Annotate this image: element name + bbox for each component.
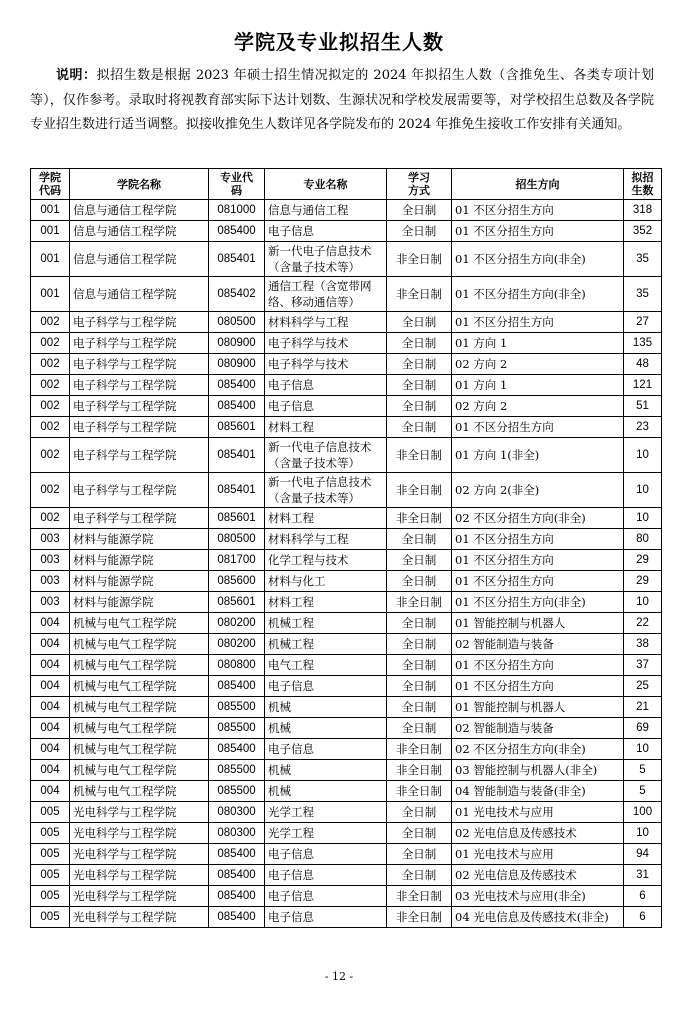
cell-college-name: 机械与电气工程学院 [70,676,209,697]
cell-major-name: 电子信息 [265,844,387,865]
table-row [31,760,662,781]
cell-major-code: 085400 [209,739,265,760]
cell-major-code: 085400 [209,676,265,697]
cell-direction: 01 不区分招生方向 [452,312,624,333]
cell-direction: 03 光电技术与应用(非全) [452,886,624,907]
table-row [31,242,662,277]
cell-college-code: 005 [31,886,70,907]
cell-direction: 02 光电信息及传感技术 [452,865,624,886]
cell-college-code: 003 [31,529,70,550]
cell-count: 5 [624,760,662,781]
cell-college-name: 电子科学与工程学院 [70,396,209,417]
header-college-name: 学院名称 [70,169,209,200]
cell-college-code: 003 [31,592,70,613]
cell-count: 6 [624,886,662,907]
cell-college-code: 004 [31,760,70,781]
cell-college-name: 电子科学与工程学院 [70,473,209,508]
cell-college-name: 电子科学与工程学院 [70,333,209,354]
cell-college-name: 机械与电气工程学院 [70,781,209,802]
cell-direction: 01 不区分招生方向(非全) [452,592,624,613]
cell-college-name: 信息与通信工程学院 [70,277,209,312]
cell-direction: 01 方向 1 [452,375,624,396]
note-label: 说明： [56,68,97,83]
cell-direction: 01 不区分招生方向(非全) [452,242,624,277]
cell-major-code: 085400 [209,865,265,886]
cell-major-name: 材料工程 [265,592,387,613]
table-row [31,823,662,844]
cell-study-mode: 非全日制 [387,592,452,613]
cell-count: 10 [624,473,662,508]
cell-major-name: 机械 [265,781,387,802]
cell-major-code: 085400 [209,375,265,396]
cell-college-name: 光电科学与工程学院 [70,865,209,886]
cell-study-mode: 全日制 [387,844,452,865]
cell-college-code: 004 [31,655,70,676]
cell-direction: 04 智能制造与装备(非全) [452,781,624,802]
table-row [31,221,662,242]
cell-major-code: 080500 [209,312,265,333]
cell-college-code: 002 [31,396,70,417]
cell-college-name: 电子科学与工程学院 [70,354,209,375]
cell-college-code: 004 [31,718,70,739]
cell-count: 5 [624,781,662,802]
cell-college-code: 004 [31,676,70,697]
cell-direction: 02 智能制造与装备 [452,718,624,739]
cell-study-mode: 全日制 [387,613,452,634]
cell-college-name: 信息与通信工程学院 [70,200,209,221]
header-major-code: 专业代码 [209,169,265,200]
cell-college-code: 002 [31,417,70,438]
cell-study-mode: 全日制 [387,375,452,396]
table-row [31,865,662,886]
cell-count: 29 [624,571,662,592]
cell-study-mode: 非全日制 [387,438,452,473]
cell-college-name: 机械与电气工程学院 [70,634,209,655]
header-college-code: 学院代码 [31,169,70,200]
cell-college-name: 光电科学与工程学院 [70,907,209,928]
cell-college-name: 光电科学与工程学院 [70,844,209,865]
cell-study-mode: 全日制 [387,333,452,354]
header-direction: 招生方向 [452,169,624,200]
table-row [31,718,662,739]
cell-major-code: 085400 [209,221,265,242]
cell-count: 94 [624,844,662,865]
cell-college-code: 002 [31,333,70,354]
table-row [31,508,662,529]
cell-college-code: 004 [31,739,70,760]
table-row [31,277,662,312]
cell-study-mode: 全日制 [387,396,452,417]
cell-count: 27 [624,312,662,333]
cell-major-code: 085500 [209,760,265,781]
cell-study-mode: 全日制 [387,529,452,550]
cell-college-name: 信息与通信工程学院 [70,221,209,242]
table-row [31,886,662,907]
cell-study-mode: 全日制 [387,417,452,438]
cell-direction: 02 智能制造与装备 [452,634,624,655]
cell-college-code: 005 [31,823,70,844]
cell-college-code: 002 [31,508,70,529]
cell-college-name: 电子科学与工程学院 [70,312,209,333]
cell-college-name: 机械与电气工程学院 [70,613,209,634]
cell-major-name: 电子信息 [265,886,387,907]
cell-study-mode: 非全日制 [387,739,452,760]
cell-count: 38 [624,634,662,655]
cell-major-name: 电子信息 [265,221,387,242]
table-row [31,739,662,760]
cell-direction: 01 光电技术与应用 [452,844,624,865]
cell-study-mode: 全日制 [387,718,452,739]
cell-count: 35 [624,277,662,312]
cell-study-mode: 全日制 [387,676,452,697]
cell-study-mode: 全日制 [387,865,452,886]
cell-count: 10 [624,592,662,613]
cell-major-name: 机械 [265,697,387,718]
cell-college-name: 材料与能源学院 [70,592,209,613]
cell-major-name: 材料工程 [265,508,387,529]
cell-study-mode: 全日制 [387,571,452,592]
cell-college-code: 005 [31,844,70,865]
cell-major-code: 080500 [209,529,265,550]
cell-direction: 01 智能控制与机器人 [452,613,624,634]
cell-study-mode: 全日制 [387,221,452,242]
cell-study-mode: 全日制 [387,312,452,333]
cell-college-code: 002 [31,312,70,333]
cell-count: 22 [624,613,662,634]
table-row [31,592,662,613]
cell-college-code: 001 [31,221,70,242]
table-row [31,844,662,865]
cell-major-code: 080200 [209,613,265,634]
cell-major-code: 081000 [209,200,265,221]
cell-study-mode: 非全日制 [387,760,452,781]
cell-major-code: 085400 [209,907,265,928]
cell-count: 37 [624,655,662,676]
table-header-row [31,169,662,200]
cell-college-name: 材料与能源学院 [70,571,209,592]
cell-direction: 01 不区分招生方向 [452,676,624,697]
cell-major-name: 机械工程 [265,613,387,634]
cell-college-code: 003 [31,550,70,571]
cell-study-mode: 全日制 [387,200,452,221]
cell-direction: 01 智能控制与机器人 [452,697,624,718]
cell-direction: 02 方向 2 [452,396,624,417]
cell-direction: 01 方向 1(非全) [452,438,624,473]
cell-major-name: 新一代电子信息技术（含量子技术等） [265,438,387,473]
cell-direction: 01 不区分招生方向 [452,571,624,592]
cell-count: 23 [624,417,662,438]
cell-major-code: 085401 [209,438,265,473]
cell-study-mode: 非全日制 [387,781,452,802]
cell-direction: 02 不区分招生方向(非全) [452,739,624,760]
cell-major-name: 信息与通信工程 [265,200,387,221]
cell-major-name: 电子科学与技术 [265,333,387,354]
cell-major-code: 085601 [209,508,265,529]
cell-study-mode: 全日制 [387,697,452,718]
cell-major-code: 085402 [209,277,265,312]
table-row [31,473,662,508]
cell-college-name: 机械与电气工程学院 [70,697,209,718]
cell-college-name: 材料与能源学院 [70,529,209,550]
cell-major-code: 081700 [209,550,265,571]
cell-college-name: 材料与能源学院 [70,550,209,571]
cell-direction: 01 不区分招生方向 [452,200,624,221]
cell-college-code: 001 [31,242,70,277]
cell-study-mode: 非全日制 [387,277,452,312]
cell-major-name: 光学工程 [265,823,387,844]
cell-college-code: 002 [31,375,70,396]
cell-major-code: 080200 [209,634,265,655]
cell-study-mode: 非全日制 [387,907,452,928]
page-title: 学院及专业拟招生人数 [234,30,444,54]
cell-major-name: 电气工程 [265,655,387,676]
cell-major-name: 通信工程（含宽带网络、移动通信等） [265,277,387,312]
cell-count: 48 [624,354,662,375]
cell-study-mode: 非全日制 [387,242,452,277]
cell-major-name: 电子科学与技术 [265,354,387,375]
cell-college-name: 机械与电气工程学院 [70,718,209,739]
table-row [31,312,662,333]
cell-count: 51 [624,396,662,417]
cell-major-name: 电子信息 [265,396,387,417]
cell-count: 318 [624,200,662,221]
cell-major-name: 机械 [265,718,387,739]
cell-college-name: 光电科学与工程学院 [70,823,209,844]
cell-major-name: 机械 [265,760,387,781]
cell-college-code: 001 [31,277,70,312]
table-row [31,354,662,375]
cell-direction: 01 方向 1 [452,333,624,354]
cell-study-mode: 全日制 [387,550,452,571]
header-count: 拟招生数 [624,169,662,200]
cell-study-mode: 非全日制 [387,886,452,907]
table-row [31,634,662,655]
cell-college-name: 机械与电气工程学院 [70,739,209,760]
header-major-name: 专业名称 [265,169,387,200]
cell-count: 69 [624,718,662,739]
table-row [31,697,662,718]
cell-major-code: 085500 [209,718,265,739]
cell-count: 10 [624,508,662,529]
cell-major-code: 080800 [209,655,265,676]
cell-major-code: 085401 [209,242,265,277]
cell-major-code: 085401 [209,473,265,508]
cell-direction: 01 不区分招生方向 [452,529,624,550]
cell-major-code: 085400 [209,396,265,417]
cell-direction: 01 不区分招生方向 [452,417,624,438]
cell-major-code: 085601 [209,417,265,438]
cell-count: 352 [624,221,662,242]
cell-direction: 02 光电信息及传感技术 [452,823,624,844]
cell-major-name: 电子信息 [265,865,387,886]
cell-major-name: 电子信息 [265,739,387,760]
cell-college-code: 002 [31,473,70,508]
cell-major-name: 材料工程 [265,417,387,438]
cell-study-mode: 非全日制 [387,508,452,529]
table-row [31,333,662,354]
cell-count: 29 [624,550,662,571]
cell-direction: 02 不区分招生方向(非全) [452,508,624,529]
table-row [31,571,662,592]
cell-major-name: 材料科学与工程 [265,312,387,333]
cell-major-code: 080300 [209,823,265,844]
cell-count: 121 [624,375,662,396]
cell-direction: 02 方向 2 [452,354,624,375]
cell-direction: 01 光电技术与应用 [452,802,624,823]
cell-college-code: 004 [31,781,70,802]
cell-major-name: 新一代电子信息技术（含量子技术等） [265,473,387,508]
cell-college-code: 002 [31,438,70,473]
cell-college-name: 电子科学与工程学院 [70,508,209,529]
table-row [31,396,662,417]
cell-direction: 02 方向 2(非全) [452,473,624,508]
cell-count: 25 [624,676,662,697]
cell-major-code: 080900 [209,354,265,375]
cell-count: 100 [624,802,662,823]
cell-count: 10 [624,739,662,760]
cell-college-code: 003 [31,571,70,592]
cell-count: 10 [624,438,662,473]
cell-major-name: 化学工程与技术 [265,550,387,571]
cell-major-name: 电子信息 [265,676,387,697]
cell-study-mode: 全日制 [387,802,452,823]
note-text: 拟招生数是根据 2023 年硕士招生情况拟定的 2024 年拟招生人数（含推免生、各类专项计划等），仅作参考。录取时将视教育部实际下达计划数、生源状况和学校发展需要等，对学校招生总数及各学院专业招生数进行适当调整。拟接收推免生人数详见各学院发布的 2024 年推免生接收工作安排有关通知。 [30,68,654,132]
table-row [31,802,662,823]
table-row [31,200,662,221]
cell-major-code: 085500 [209,697,265,718]
cell-major-name: 电子信息 [265,375,387,396]
cell-college-code: 004 [31,634,70,655]
cell-count: 31 [624,865,662,886]
table-row [31,907,662,928]
cell-college-name: 光电科学与工程学院 [70,802,209,823]
header-study-mode: 学习方式 [387,169,452,200]
cell-direction: 01 不区分招生方向(非全) [452,277,624,312]
cell-major-code: 085600 [209,571,265,592]
table-row [31,375,662,396]
cell-direction: 01 不区分招生方向 [452,221,624,242]
cell-major-name: 材料与化工 [265,571,387,592]
cell-college-name: 电子科学与工程学院 [70,375,209,396]
cell-college-code: 002 [31,354,70,375]
cell-college-name: 机械与电气工程学院 [70,655,209,676]
cell-major-name: 光学工程 [265,802,387,823]
cell-college-code: 005 [31,907,70,928]
cell-college-name: 电子科学与工程学院 [70,417,209,438]
cell-major-name: 电子信息 [265,907,387,928]
cell-major-code: 080300 [209,802,265,823]
cell-major-code: 080900 [209,333,265,354]
cell-count: 10 [624,823,662,844]
cell-college-code: 004 [31,697,70,718]
cell-college-name: 机械与电气工程学院 [70,760,209,781]
table-row [31,417,662,438]
cell-college-name: 光电科学与工程学院 [70,886,209,907]
cell-count: 21 [624,697,662,718]
cell-major-code: 085601 [209,592,265,613]
table-row [31,613,662,634]
cell-study-mode: 全日制 [387,823,452,844]
cell-direction: 03 智能控制与机器人(非全) [452,760,624,781]
page-number: - 12 - [324,970,354,983]
cell-major-name: 材料科学与工程 [265,529,387,550]
cell-study-mode: 全日制 [387,634,452,655]
note-paragraph [30,64,654,138]
cell-college-name: 信息与通信工程学院 [70,242,209,277]
cell-study-mode: 非全日制 [387,473,452,508]
cell-major-name: 新一代电子信息技术（含量子技术等） [265,242,387,277]
cell-major-code: 085400 [209,844,265,865]
table-row [31,529,662,550]
cell-direction: 01 不区分招生方向 [452,655,624,676]
cell-college-code: 005 [31,865,70,886]
enrollment-table [30,168,662,928]
cell-major-code: 085400 [209,886,265,907]
cell-major-name: 机械工程 [265,634,387,655]
cell-study-mode: 全日制 [387,655,452,676]
cell-count: 135 [624,333,662,354]
cell-college-code: 004 [31,613,70,634]
cell-major-code: 085500 [209,781,265,802]
cell-college-code: 001 [31,200,70,221]
cell-count: 35 [624,242,662,277]
table-row [31,781,662,802]
cell-count: 6 [624,907,662,928]
cell-direction: 01 不区分招生方向 [452,550,624,571]
cell-direction: 04 光电信息及传感技术(非全) [452,907,624,928]
cell-study-mode: 全日制 [387,354,452,375]
cell-count: 80 [624,529,662,550]
table-row [31,550,662,571]
cell-college-name: 电子科学与工程学院 [70,438,209,473]
cell-college-code: 005 [31,802,70,823]
table-row [31,438,662,473]
table-row [31,676,662,697]
table-row [31,655,662,676]
